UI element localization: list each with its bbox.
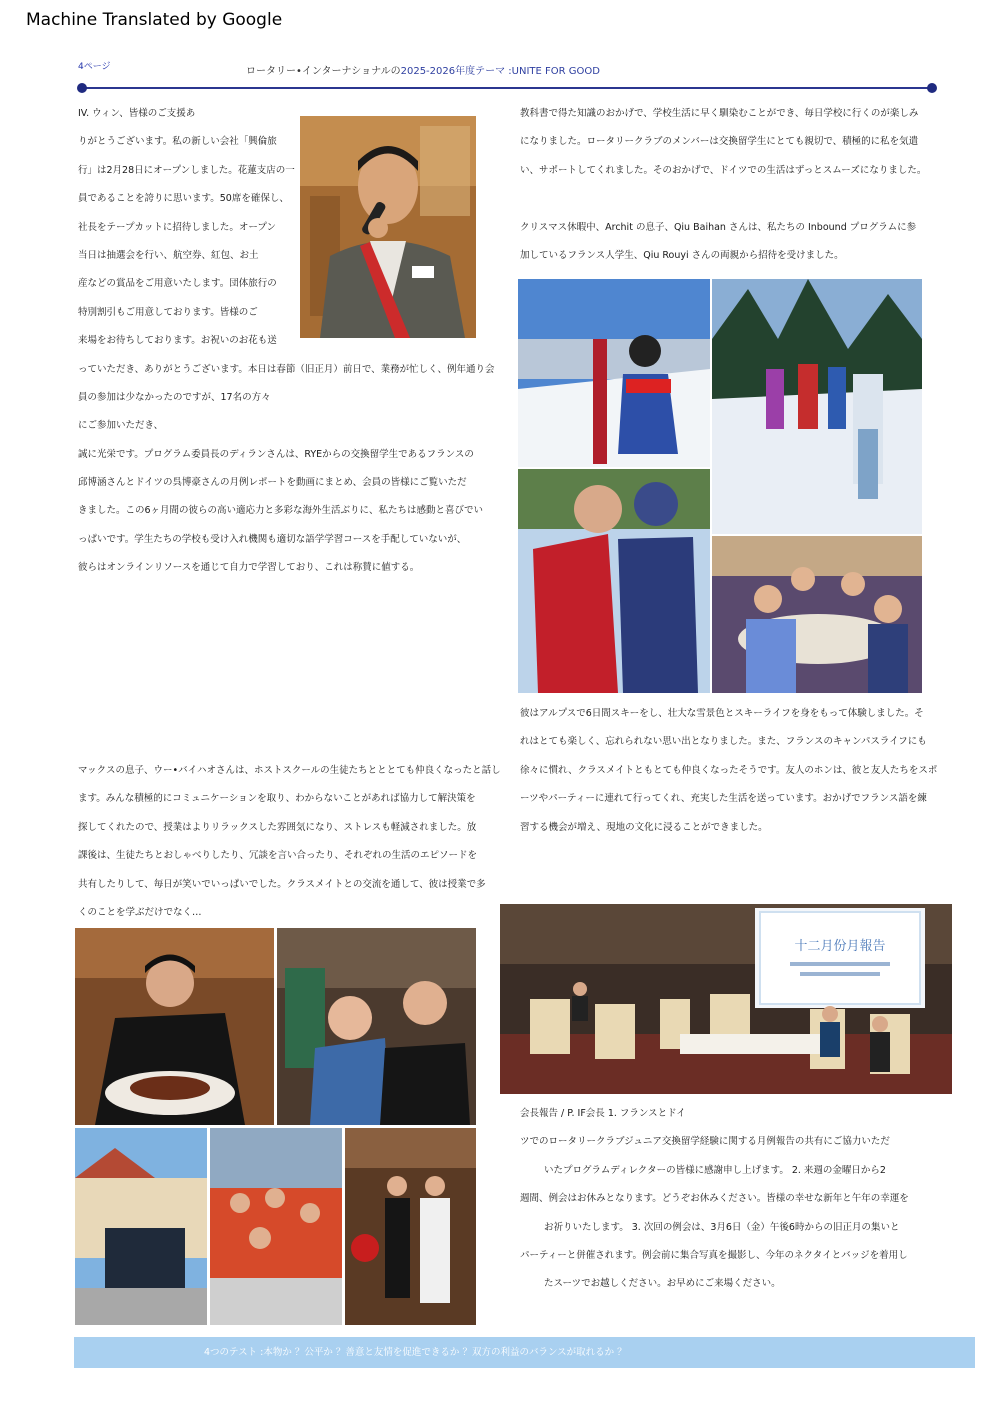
text-line: クリスマス休暇中、Archit の息子、Qiu Baihan さんは、私たちの Inbound プログラムに参 (520, 222, 917, 233)
page-number: 4ページ (78, 62, 111, 72)
president-report (520, 1100, 909, 1299)
text-line: IV. ウィン、皆様のご支援あ (78, 108, 196, 119)
text-line: りがとうございます。私の新しい会社「興倫旅 (78, 136, 277, 148)
rule-dot-left (77, 83, 87, 93)
text-line: マックスの息子、ウー•バイハオさんは、ホストスクールの生徒たちとととても仲良くなったと話し (78, 765, 501, 776)
rotary-theme (246, 62, 600, 77)
text-line: 彼はアルプスで6日間スキーをし、壮大な雪景色とスキーライフを身をもって体験しました。そ (520, 708, 924, 719)
meeting-slide-title: 十二月份月報告 (794, 939, 886, 954)
text-line: きました。この6ヶ月間の彼らの高い適応力と多彩な海外生活ぶりに、私たちは感動と喜びでい (78, 505, 484, 517)
text-line: れはとても楽しく、忘れられない思い出となりました。また、フランスのキャンパスライフにも (520, 736, 927, 748)
report-line: いたプログラムディレクターの皆様に感謝申し上げます。 2. 来週の金曜日から2 (544, 1164, 886, 1176)
text-line: 誠に光栄です。プログラム委員長のディランさんは、RYEからの交換留学生であるフランスの (78, 448, 474, 460)
text-line: 当日は抽選会を行い、航空券、紅包、お土 (78, 249, 259, 261)
header-rule (82, 87, 932, 89)
text-line: 習する機会が増え、現地の文化に浸ることができました。 (520, 821, 768, 833)
text-line: 彼らはオンラインリソースを通じて自力で学習しており、これは称賛に値する。 (78, 562, 420, 574)
text-line: 課後は、生徒たちとおしゃべりしたり、冗談を言い合ったり、それぞれの生活のエピソードを (78, 850, 478, 862)
text-line: 徐々に慣れ、クラスメイトともとても仲良くなったそうです。友人のホンは、彼と友人たちをスポ (520, 764, 938, 776)
theme-highlight: 2025-2026年度テーマ :UNITE FOR GOOD (400, 66, 600, 77)
text-line: っぱいです。学生たちの学校も受け入れ機関も適切な語学学習コースを手配していないが、 (78, 533, 467, 545)
text-line: 員であることを誇りに思います。50席を確保し、 (78, 193, 289, 205)
text-line: にご参加いただき、 (78, 420, 164, 432)
text-line: 産などの賞品をご用意いたします。団体旅行の (78, 278, 277, 290)
text-line: い、サポートしてくれました。そのおかげで、ドイツでの生活はずっとスムーズになりました。 (520, 164, 927, 176)
four-way-test-text: 4つのテスト :本物か ？公平か ？善意と友情を促進できるか ？双方の利益のバランスが取れるか ？ (204, 1347, 627, 1358)
text-line: 行」は2月28日にオープンしました。花蓮支店の一 (78, 164, 295, 176)
report-line: パーティーと併催されます。例会前に集合写真を撮影し、今年のネクタイとバッジを着用し (520, 1249, 908, 1261)
report-line: ツでのロータリークラブジュニア交換留学経験に関する月例報告の共有にご協力いただ (520, 1136, 890, 1148)
text-line: 教科書で得た知識のおかげで、学校生活に早く馴染むことができ、毎日学校に行くのが楽しみ (520, 108, 919, 119)
report-line: たスーツでお越しください。お早めにご来場ください。 (544, 1278, 781, 1290)
text-line: 社長をテープカットに招待しました。オープン (78, 221, 276, 233)
article-alps-skiing (520, 700, 937, 842)
ski-trip-collage (518, 279, 922, 693)
report-line: 週間、例会はお休みとなります。どうぞお休みください。皆様の幸せな新年と午年の幸運を (520, 1193, 909, 1205)
speaker-photo (300, 116, 476, 338)
text-line: になりました。ロータリークラブのメンバーは交換留学生にとても親切で、積極的に私を気遣 (520, 136, 919, 148)
rule-dot-right (927, 83, 937, 93)
text-line: 員の参加は少なかったのですが、17名の方々 (78, 391, 271, 403)
text-line: 加しているフランス人学生、Qiu Rouyi さんの両親から招待を受けました。 (520, 250, 844, 262)
meeting-photo (500, 904, 952, 1094)
host-school-collage (75, 928, 476, 1325)
text-line: ーツやパーティーに連れて行ってくれ、充実した生活を送っています。おかげでフランス語を練 (520, 793, 927, 805)
article-germany-exchange (520, 100, 926, 185)
text-line: 特別割引もご用意しております。皆様のご (78, 306, 258, 318)
text-line: 来場をお待ちしております。お祝いのお花も送 (78, 335, 277, 347)
article-host-school (78, 757, 501, 927)
article-christmas (520, 214, 916, 271)
report-line: 会長報告 / P. IF会長 1. フランスとドイ (520, 1108, 686, 1119)
text-line: くのことを学ぶだけでなく… (78, 906, 202, 918)
text-line: ます。みんな積極的にコミュニケーションを取り、わからないことがあれば協力して解決策を (78, 793, 476, 805)
four-way-test-banner (74, 1337, 975, 1368)
text-line: 邱博涵さんとドイツの呉博豪さんの月例レポートを動画にまとめ、会員の皆様にご覧いただ (78, 477, 467, 489)
report-line: お祈りいたします。 3. 次回の例会は、3月6日（金）午後6時からの旧正月の集いと (544, 1221, 900, 1233)
machine-translated-label: Machine Translated by Google (26, 10, 283, 30)
text-line: 探してくれたので、授業はよりリラックスした雰囲気になり、ストレスも軽減されました。放 (78, 821, 477, 833)
text-line: 共有したりして、毎日が笑いでいっぱいでした。クラスメイトとの交流を通して、彼は授業で多 (78, 878, 486, 890)
text-line: っていただき、ありがとうございます。本日は春節（旧正月）前日で、業務が忙しく、例年通り会 (78, 363, 495, 375)
theme-prefix: ロータリー•インターナショナルの (246, 66, 401, 77)
